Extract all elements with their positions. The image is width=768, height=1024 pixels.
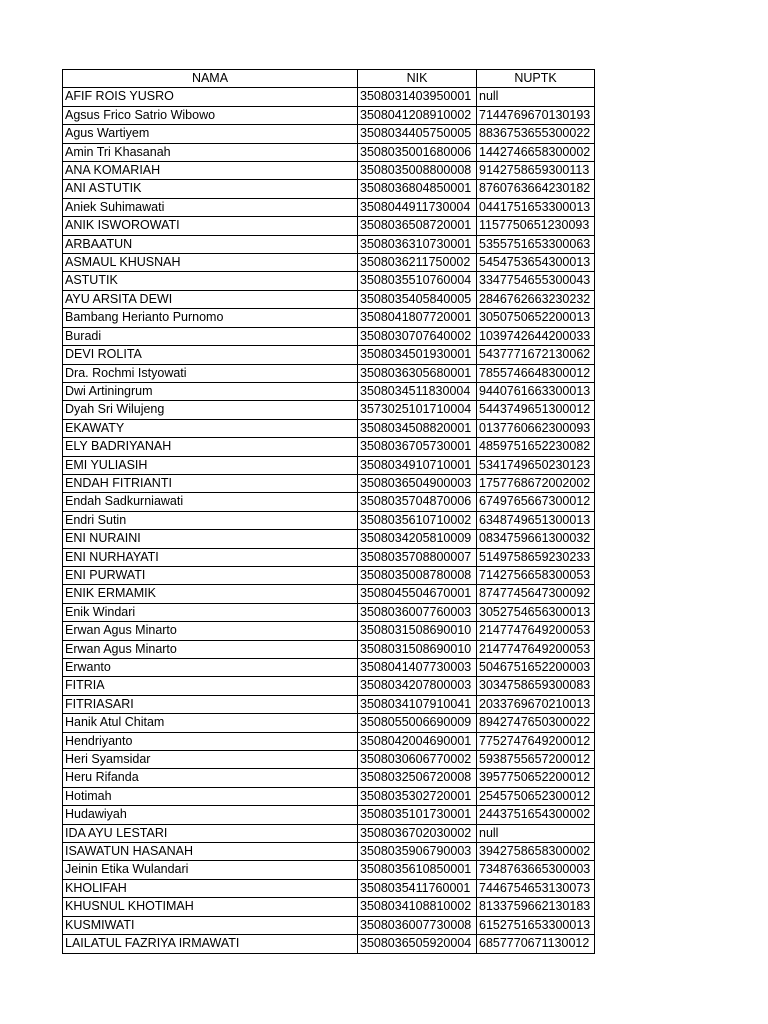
cell-nama: ENI PURWATI	[63, 566, 358, 584]
table-row	[63, 198, 595, 216]
table-row	[63, 787, 595, 805]
cell-nuptk: 7348763665300003	[477, 861, 595, 879]
cell-nuptk: 7752747649200012	[477, 732, 595, 750]
cell-nuptk: 2545750652300012	[477, 787, 595, 805]
cell-nama: ENI NURHAYATI	[63, 548, 358, 566]
cell-nuptk: 2846762663230232	[477, 290, 595, 308]
table-row	[63, 493, 595, 511]
cell-nama: Dwi Artiningrum	[63, 382, 358, 400]
cell-nik: 3508035610710002	[358, 511, 477, 529]
cell-nuptk: 3050750652200013	[477, 309, 595, 327]
cell-nik: 3508055006690009	[358, 714, 477, 732]
cell-nama: ASTUTIK	[63, 272, 358, 290]
table-row	[63, 511, 595, 529]
table-row	[63, 806, 595, 824]
cell-nama: Endri Sutin	[63, 511, 358, 529]
cell-nuptk: 6749765667300012	[477, 493, 595, 511]
cell-nik: 3508034511830004	[358, 382, 477, 400]
cell-nama: Agsus Frico Satrio Wibowo	[63, 106, 358, 124]
cell-nama: ANIK ISWOROWATI	[63, 217, 358, 235]
cell-nuptk: 5355751653300063	[477, 235, 595, 253]
cell-nama: Erwan Agus Minarto	[63, 622, 358, 640]
cell-nik: 3508035704870006	[358, 493, 477, 511]
cell-nik: 3508035001680006	[358, 143, 477, 161]
table-row	[63, 769, 595, 787]
cell-nama: ELY BADRIYANAH	[63, 438, 358, 456]
cell-nik: 3508034205810009	[358, 530, 477, 548]
table-row	[63, 106, 595, 124]
table-row	[63, 861, 595, 879]
table-row	[63, 88, 595, 106]
table-row	[63, 438, 595, 456]
cell-nama: EKAWATY	[63, 419, 358, 437]
cell-nama: KHUSNUL KHOTIMAH	[63, 898, 358, 916]
cell-nama: Hanik Atul Chitam	[63, 714, 358, 732]
cell-nik: 3508035101730001	[358, 806, 477, 824]
cell-nama: KHOLIFAH	[63, 879, 358, 897]
cell-nuptk: 9440761663300013	[477, 382, 595, 400]
cell-nuptk: 2033769670210013	[477, 695, 595, 713]
cell-nuptk: 1039742644200033	[477, 327, 595, 345]
table-row	[63, 935, 595, 953]
cell-nik: 3508035405840005	[358, 290, 477, 308]
table-row	[63, 695, 595, 713]
cell-nik: 3508035008800008	[358, 162, 477, 180]
data-sheet	[62, 69, 595, 954]
table-row	[63, 824, 595, 842]
cell-nuptk: 8133759662130183	[477, 898, 595, 916]
cell-nama: FITRIA	[63, 677, 358, 695]
cell-nama: AYU ARSITA DEWI	[63, 290, 358, 308]
cell-nik: 3508036305680001	[358, 364, 477, 382]
cell-nuptk: null	[477, 88, 595, 106]
cell-nama: ENI NURAINI	[63, 530, 358, 548]
cell-nik: 3508036211750002	[358, 254, 477, 272]
table-row	[63, 327, 595, 345]
cell-nik: 3508036702030002	[358, 824, 477, 842]
cell-nik: 3508036007760003	[358, 603, 477, 621]
cell-nuptk: 8747745647300092	[477, 585, 595, 603]
table-row	[63, 346, 595, 364]
cell-nuptk: 4859751652230082	[477, 438, 595, 456]
table-row	[63, 898, 595, 916]
cell-nama: DEVI ROLITA	[63, 346, 358, 364]
cell-nik: 3508034107910041	[358, 695, 477, 713]
cell-nama: Hotimah	[63, 787, 358, 805]
cell-nik: 3508034501930001	[358, 346, 477, 364]
cell-nuptk: 6348749651300013	[477, 511, 595, 529]
table-row	[63, 732, 595, 750]
table-row	[63, 290, 595, 308]
cell-nik: 3508030606770002	[358, 751, 477, 769]
cell-nik: 3508034207800003	[358, 677, 477, 695]
cell-nik: 3508041807720001	[358, 309, 477, 327]
cell-nik: 3508045504670001	[358, 585, 477, 603]
cell-nama: Erwanto	[63, 659, 358, 677]
cell-nik: 3508035302720001	[358, 787, 477, 805]
table-row	[63, 419, 595, 437]
cell-nama: Endah Sadkurniawati	[63, 493, 358, 511]
header-nuptk: NUPTK	[477, 70, 595, 88]
cell-nuptk: 5437771672130062	[477, 346, 595, 364]
cell-nuptk: 5149758659230233	[477, 548, 595, 566]
table-row	[63, 916, 595, 934]
table-row	[63, 401, 595, 419]
cell-nama: Buradi	[63, 327, 358, 345]
cell-nuptk: 5938755657200012	[477, 751, 595, 769]
cell-nik: 3508032506720008	[358, 769, 477, 787]
table-row	[63, 751, 595, 769]
table-row	[63, 879, 595, 897]
cell-nuptk: 9142758659300113	[477, 162, 595, 180]
table-row	[63, 622, 595, 640]
cell-nuptk: 1442746658300002	[477, 143, 595, 161]
cell-nuptk: 2443751654300002	[477, 806, 595, 824]
cell-nama: IDA AYU LESTARI	[63, 824, 358, 842]
cell-nama: Hendriyanto	[63, 732, 358, 750]
cell-nik: 3508034508820001	[358, 419, 477, 437]
table-row	[63, 659, 595, 677]
table-row	[63, 714, 595, 732]
table-row	[63, 566, 595, 584]
table-row	[63, 843, 595, 861]
cell-nuptk: 7855746648300012	[477, 364, 595, 382]
cell-nuptk: 1157750651230093	[477, 217, 595, 235]
table-row	[63, 125, 595, 143]
table-row	[63, 474, 595, 492]
cell-nuptk: 3942758658300002	[477, 843, 595, 861]
table-row	[63, 309, 595, 327]
cell-nama: ENDAH FITRIANTI	[63, 474, 358, 492]
cell-nuptk: 7142756658300053	[477, 566, 595, 584]
cell-nuptk: null	[477, 824, 595, 842]
cell-nik: 3508031508690010	[358, 622, 477, 640]
cell-nik: 3508036310730001	[358, 235, 477, 253]
cell-nik: 3508042004690001	[358, 732, 477, 750]
cell-nama: ISAWATUN HASANAH	[63, 843, 358, 861]
cell-nuptk: 7144769670130193	[477, 106, 595, 124]
cell-nuptk: 3052754656300013	[477, 603, 595, 621]
cell-nama: AFIF ROIS YUSRO	[63, 88, 358, 106]
cell-nik: 3508036504900003	[358, 474, 477, 492]
header-nik: NIK	[358, 70, 477, 88]
table-row	[63, 456, 595, 474]
table-row	[63, 162, 595, 180]
cell-nama: Aniek Suhimawati	[63, 198, 358, 216]
cell-nik: 3508035510760004	[358, 272, 477, 290]
cell-nuptk: 6857770671130012	[477, 935, 595, 953]
table-row	[63, 364, 595, 382]
cell-nuptk: 2147747649200053	[477, 622, 595, 640]
cell-nuptk: 7446754653130073	[477, 879, 595, 897]
cell-nik: 3508034910710001	[358, 456, 477, 474]
cell-nama: LAILATUL FAZRIYA IRMAWATI	[63, 935, 358, 953]
cell-nama: Enik Windari	[63, 603, 358, 621]
cell-nik: 3508036705730001	[358, 438, 477, 456]
table-row	[63, 143, 595, 161]
table-row	[63, 254, 595, 272]
cell-nuptk: 6152751653300013	[477, 916, 595, 934]
cell-nama: ENIK ERMAMIK	[63, 585, 358, 603]
cell-nama: ARBAATUN	[63, 235, 358, 253]
cell-nik: 3508041407730003	[358, 659, 477, 677]
cell-nama: EMI YULIASIH	[63, 456, 358, 474]
cell-nuptk: 1757768672002002	[477, 474, 595, 492]
employee-table	[62, 69, 595, 954]
table-row	[63, 677, 595, 695]
table-body	[63, 88, 595, 953]
cell-nuptk: 5341749650230123	[477, 456, 595, 474]
cell-nik: 3508035708800007	[358, 548, 477, 566]
table-row	[63, 235, 595, 253]
cell-nama: Bambang Herianto Purnomo	[63, 309, 358, 327]
cell-nama: ASMAUL KHUSNAH	[63, 254, 358, 272]
cell-nama: FITRIASARI	[63, 695, 358, 713]
cell-nama: Jeinin Etika Wulandari	[63, 861, 358, 879]
cell-nik: 3508030707640002	[358, 327, 477, 345]
cell-nama: Heru Rifanda	[63, 769, 358, 787]
cell-nuptk: 5454753654300013	[477, 254, 595, 272]
cell-nuptk: 0834759661300032	[477, 530, 595, 548]
cell-nik: 3508041208910002	[358, 106, 477, 124]
cell-nama: Dra. Rochmi Istyowati	[63, 364, 358, 382]
cell-nik: 3508035008780008	[358, 566, 477, 584]
table-row	[63, 603, 595, 621]
header-nama: NAMA	[63, 70, 358, 88]
cell-nik: 3573025101710004	[358, 401, 477, 419]
cell-nik: 3508035906790003	[358, 843, 477, 861]
table-row	[63, 585, 595, 603]
cell-nik: 3508034108810002	[358, 898, 477, 916]
table-row	[63, 180, 595, 198]
cell-nuptk: 5046751652200003	[477, 659, 595, 677]
table-row	[63, 272, 595, 290]
cell-nik: 3508035411760001	[358, 879, 477, 897]
table-row	[63, 640, 595, 658]
cell-nama: Agus Wartiyem	[63, 125, 358, 143]
cell-nik: 3508036505920004	[358, 935, 477, 953]
cell-nama: ANA KOMARIAH	[63, 162, 358, 180]
cell-nuptk: 8760763664230182	[477, 180, 595, 198]
table-row	[63, 382, 595, 400]
cell-nama: ANI ASTUTIK	[63, 180, 358, 198]
cell-nik: 3508036508720001	[358, 217, 477, 235]
cell-nama: KUSMIWATI	[63, 916, 358, 934]
cell-nik: 3508035610850001	[358, 861, 477, 879]
cell-nama: Amin Tri Khasanah	[63, 143, 358, 161]
cell-nuptk: 0137760662300093	[477, 419, 595, 437]
cell-nuptk: 3347754655300043	[477, 272, 595, 290]
cell-nuptk: 2147747649200053	[477, 640, 595, 658]
cell-nik: 3508031508690010	[358, 640, 477, 658]
cell-nik: 3508031403950001	[358, 88, 477, 106]
cell-nama: Heri Syamsidar	[63, 751, 358, 769]
cell-nuptk: 3957750652200012	[477, 769, 595, 787]
cell-nama: Hudawiyah	[63, 806, 358, 824]
cell-nik: 3508044911730004	[358, 198, 477, 216]
cell-nuptk: 8836753655300022	[477, 125, 595, 143]
table-row	[63, 217, 595, 235]
cell-nuptk: 5443749651300012	[477, 401, 595, 419]
cell-nik: 3508036804850001	[358, 180, 477, 198]
cell-nama: Erwan Agus Minarto	[63, 640, 358, 658]
cell-nik: 3508036007730008	[358, 916, 477, 934]
header-row	[63, 70, 595, 88]
cell-nuptk: 0441751653300013	[477, 198, 595, 216]
table-row	[63, 548, 595, 566]
cell-nama: Dyah Sri Wilujeng	[63, 401, 358, 419]
cell-nuptk: 8942747650300022	[477, 714, 595, 732]
cell-nuptk: 3034758659300083	[477, 677, 595, 695]
cell-nik: 3508034405750005	[358, 125, 477, 143]
table-row	[63, 530, 595, 548]
